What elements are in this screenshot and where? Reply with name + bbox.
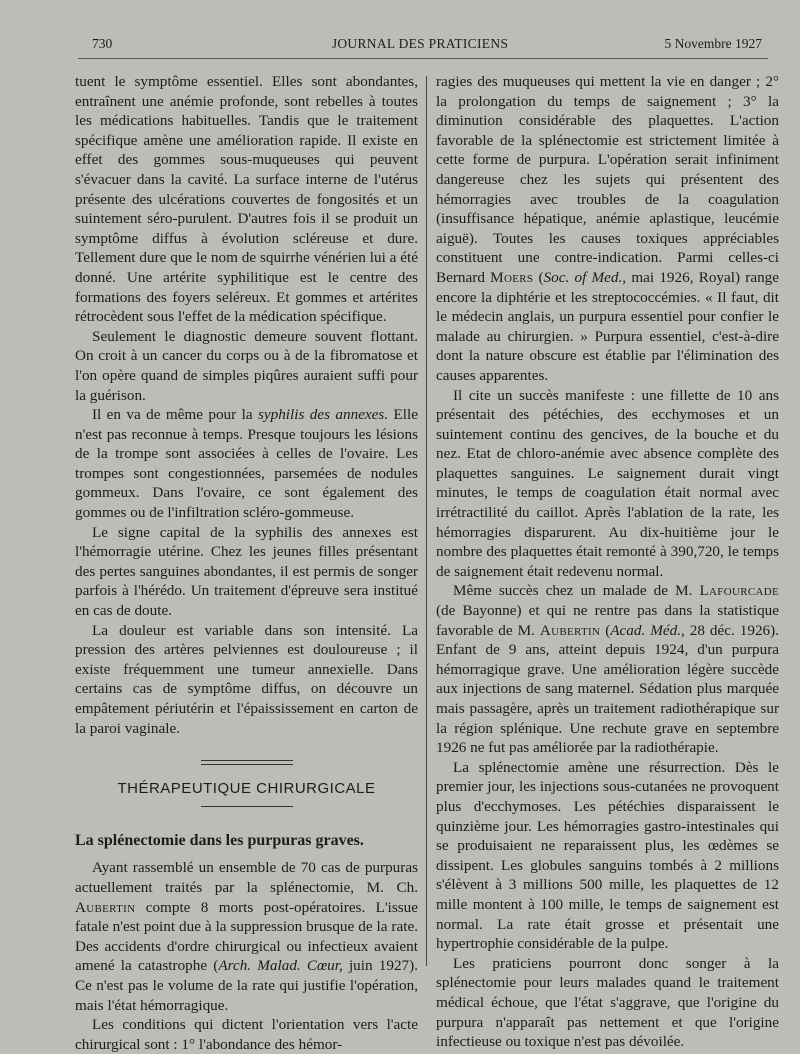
paragraph: Seulement le diagnostic demeure souvent flottant. On croit à un cancer du corps ou à de la fibromatose et l'on opère quand de simples piqûres auraient suffi pour la guérison. — [75, 327, 418, 404]
journal-reference: Arch. Malad. Cœur, — [218, 957, 343, 975]
paragraph: tuent le symptôme essentiel. Elles sont abondantes, entraînent une anémie profonde, sont rebelles à toutes les médications habituelles. Tandis que le traitement spécifique amène une amélioration rapide. Il existe en effet des gommes sous-muqueuses qui peuvent s'évacuer dans la cavité. La surface interne de l'utérus présente des ulcérations couvertes de fongosités et un suintement séro-purulent. D'autres fois il se produit un symptôme diffus à évolution scléreuse et dure. Tellement dure que le nom de squirrhe vénérien lui a été donné. Une artérite syphilitique est le centre des formations des foyers seléreux. Et gommes et artérites rétrocèdent sous l'effet de la médication spécifique. — [75, 73, 418, 326]
journal-reference: Soc. of Med., — [543, 268, 627, 286]
section-title: THÉRAPEUTIQUE CHIRURGICALE — [117, 780, 376, 798]
paragraph: Le signe capital de la syphilis des annexes est l'hémorragie utérine. Chez les jeunes filles présentant des pertes sanguines abondantes, il est permis de songer parfois à l'hérédo. Un traitement d'épreuve sera institué en cas de doute. — [75, 523, 418, 620]
author-name: Aubertin — [539, 621, 601, 639]
journal-reference: Acad. Méd., — [610, 621, 685, 639]
author-name: Moers — [490, 268, 534, 286]
paragraph: Il cite un succès manifeste : une fillette de 10 ans présentait des pétéchies, des ecchymoses et un suintement continu des gencives, de la bouche et du nez. Etat de chloro-anémie avec absence complète des plaquettes sanguines. Le saignement durait vingt minutes, le temps de coagulation était normal avec irrétractilité du caillot. Après l'ablation de la rate, les hémorragies disparurent. Au dix-huitième jour le nombre des plaquettes était remonté à 390,720, le temps de saignement était redevenu normal. — [436, 386, 779, 580]
paragraph: Même succès chez un malade de M. Lafourcade (de Bayonne) et qui ne rentre pas dans la statistique favorable de M. Aubertin (Acad. Méd., 28 déc. 1926). Enfant de 9 ans, atteint depuis 1924, d'un purpura hémorragique grave. Une amélioration légère succède aux injections de sang maternel. Sédation plus marquée mais passagère, après un traitement radiothérapique sur la région splénique. Une rechute grave en septembre 1926 ne fut pas améliorée par la radiothérapie. — [436, 582, 779, 757]
column-divider — [426, 76, 427, 966]
author-name: Aubertin — [75, 898, 136, 916]
journal-title: JOURNAL DES PRATICIENS — [331, 36, 509, 51]
paragraph: Les conditions qui dictent l'orientation vers l'acte chirurgical sont : 1° l'abondance des hémor- — [75, 1016, 418, 1053]
paragraph: La splénectomie amène une résurrection. Dès le premier jour, les injections sous-cutanées ne provoquent plus d'ecchymoses. Les pétéchies disparaissent le quinzième jour. Les hémorragies gastro-intestinales qui se produisaient ne reparaissent plus, les œdèmes se dissipent. Les globules sanguins tombés à 2 millions s'élèvent à 3 millions 500 mille, les plaquettes de 12 mille montent à 100 mille, le temps de saignement est normal. La rate était grosse et présentait une hypertrophie considérable de la pulpe. — [436, 758, 779, 953]
paragraph: ragies des muqueuses qui mettent la vie en danger ; 2° la prolongation du temps de saignement ; 3° la diminution considérable des plaquettes. L'action favorable de la splénectomie est strictement limitée à cette forme de purpura. L'opération serait infiniment dangereuse chez les sujets qui présentent des hémorragies avec troubles de la coagulation (insuffisance hépatique, anémie aplastique, leucémie aiguë). Toutes les causes toxiques appréciables constituent une contre-indication. Parmi celles-ci Bernard Moers (Soc. of Med., mai 1926, Royal) range encore la diphtérie et les streptococcémies. « Il faut, dit le médecin anglais, un purpura essentiel pour confier le malade au chirurgien. » Purpura essentiel, c'est-à-dire dont la nature obscure est établie par l'élimination des causes apparentes. — [436, 73, 779, 384]
author-name: Lafourcade — [699, 582, 779, 600]
paragraph: Les praticiens pourront donc songer à la splénectomie pour leurs malades quand le traitement médical échoue, que l'état s'aggrave, que l'origine du purpura n'apparaît pas nettement et que l'origine infectieuse ou toxique n'est pas dévoilée. — [436, 954, 779, 1051]
issue-date: 5 Novembre 1927 — [664, 36, 762, 51]
italic-term: syphilis des annexes. — [257, 406, 389, 424]
left-column — [75, 72, 418, 1054]
page-number: 730 — [92, 36, 113, 51]
paragraph: Ayant rassemblé un ensemble de 70 cas de purpuras actuellement traités par la splénectomie, M. Ch. Aubertin compte 8 morts post-opératoires. L'issue fatale n'est point due à la suppression brusque de la rate. Des accidents d'ordre chirurgical ou infectieux avaient amené la catastrophe (Arch. Malad. Cœur, juin 1927). Ce n'est pas le volume de la rate qui justifie l'opération, mais l'état hémorragique. — [75, 859, 418, 1014]
running-header — [78, 36, 762, 56]
header-rule — [78, 58, 768, 59]
section-title-rule — [201, 806, 293, 807]
paragraph: La douleur est variable dans son intensité. La pression des artères pelviennes est douloureuse ; il existe fréquemment une tumeur annexielle. Dans certains cas de symptôme diffus, on découvre un empâtement périutérin et l'épaississement en carton de la paroi vaginale. — [75, 621, 418, 737]
article-title: La splénectomie dans les purpuras graves. — [75, 831, 364, 849]
section-separator — [201, 760, 293, 765]
paragraph: Il en va de même pour la syphilis des annexes. Elle n'est pas reconnue à temps. Presque toujours les lésions de la trompe sont associées à celles de l'ovaire. Les trompes sont congestionnées, parsemées de nodules gommeux. Dans l'ovaire, ce sont également des gommes ou de l'infiltration scléro-gommeuse. — [75, 406, 418, 522]
right-column — [436, 72, 779, 1052]
